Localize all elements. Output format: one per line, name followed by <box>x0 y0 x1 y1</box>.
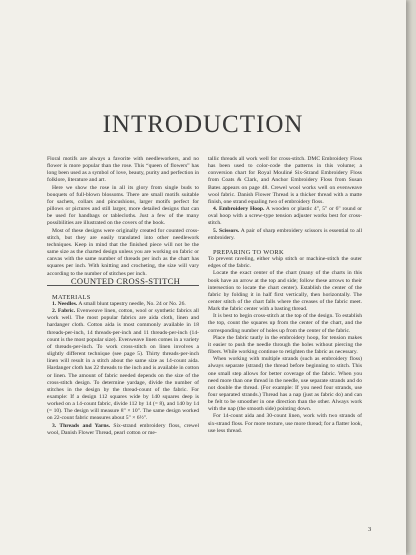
intro-paragraph: Here we show the rose in all its glory from single buds to bouquets of full-blown blossoms. There are small motifs suitable for sachets, collars and pincushions, larger motifs perfect for pillows or pictures and still larger, more detailed designs that can be used for handbags or tablecloths. Just a few of the many possibilities are illustrated on the covers of the book. <box>47 184 199 227</box>
preparing-paragraph: Place the fabric tautly in the embroidery hoop, for tension makes it easier to push the needle through the holes without piercing the fibers. While working continue to retighten the fabric as necessary. <box>208 334 362 356</box>
preparing-paragraph: It is best to begin cross-stitch at the top of the design. To establish the top, count the squares up from the center of the chart, and the corresponding number of holes up from the center of the fabric. <box>208 313 362 334</box>
threads-text: Six-strand embroidery floss, crewel wool, Danish Flower Thread, pearl cotton or me- <box>47 422 200 436</box>
threads-item <box>47 423 199 437</box>
threads-label: 3. Threads and Yarns. <box>52 422 111 429</box>
needles-text: A small blunt tapestry needle, No. 24 or No. 26. <box>77 300 186 307</box>
left-column <box>47 156 199 437</box>
preparing-paragraph: To prevent raveling, either whip stitch or machine-stitch the outer edges of the fabric. <box>208 256 362 270</box>
fabric-item <box>47 308 199 423</box>
scissors-label: 5. Scissors. <box>213 227 240 234</box>
page-number: 3 <box>368 526 372 533</box>
scissors-text: A pair of sharp embroidery scissors is essential to all embroidery. <box>208 227 362 241</box>
preparing-heading: PREPARING TO WORK <box>213 248 284 256</box>
intro-paragraph: Floral motifs are always a favorite with needleworkers, and no flower is more popular than the rose. This “queen of flowers” has long been used as a symbol of love, beauty, purity and perfection in folklore, literature and art. <box>47 156 199 184</box>
section-heading: COUNTED CROSS-STITCH <box>70 275 181 286</box>
preparing-paragraph: When working with multiple strands (such as embroidery floss) always separate (strand) the thread before beginning to stitch. This one small step allows for better coverage of the fabric. When you need more than one thread in the needle, use separate strands and do not double the thread. (For example: If you need four strands, use four separated strands.) Thread has a nap (just as fabric do) and can be felt to be smoother in one direction than the other. Always work with the nap (the smooth side) pointing down. <box>208 356 362 413</box>
page-title: INTRODUCTION <box>102 111 304 138</box>
continued-paragraph: tallic threads all work well for cross-stitch. DMC Embroidery Floss has been used to color-code the patterns in this volume; a conversion chart for Royal Mouliné Six-Strand Embroidery Floss from Coats & Clark, and Anchor Embroidery Floss from Susan Bates appears on page 48. Crewel wool works well on evenweave wool fabric. Danish Flower Thread is a thicker thread with a matte finish, one strand equaling two of embroidery floss. <box>208 156 362 205</box>
right-column <box>208 156 362 435</box>
scissors-item <box>208 228 362 242</box>
fabric-text: Evenweave linen, cotton, wool or synthetic fabrics all work well. The most popular fabrics are aida cloth, linen and hardanger cloth. Cotton aida is most commonly available in 18 threads-per-inch, 14 threads-per-inch and 11 threads-per-inch (14-count is the most popular size). Evenweave linen comes in a variety of threads-per-inch. To work cross-stitch on linen involves a slightly different technique (see page 5). Thirty threads-per-inch linen will result in a stitch about the same size as 14-count aida. Hardanger cloth has 22 threads to the inch and is available in cotton or linen. The amount of fabric needed depends on the size of the cross-stitch design. To determine yardage, divide the number of stitches in the design by the thread-count of the fabric. For example: If a design 112 squares wide by 140 squares deep is worked on a 14-count fabric, divide 112 by 14 (= 8), and 140 by 14 (= 10). The design will measure 8" × 10". The same design worked on 22-count fabric measures about 5" × 6½". <box>47 308 199 422</box>
hoop-label: 4. Embroidery Hoop. <box>213 206 265 213</box>
needles-label: 1. Needles. <box>52 300 78 307</box>
materials-heading: MATERIALS <box>52 293 91 301</box>
fabric-label: 2. Fabric. <box>52 308 76 315</box>
hoop-item <box>208 206 362 227</box>
preparing-paragraph: Locate the exact center of the chart (many of the charts in this book have an arrow at the top and side; follow these arrows to their intersection to locate the chart center). Establish the center of the fabric by folding it in half first vertically, then horizontally. The center stitch of the chart falls where the creases of the fabric meet. Mark the fabric center with a basting thread. <box>208 270 362 313</box>
hoop-text: A wooden or plastic 4", 5" or 6" round or oval hoop with a screw-type tension adjuster works best for cross-stitch. <box>208 206 362 227</box>
intro-paragraph: Most of these designs were originally created for counted cross-stitch, but they are easily translated into other needlework techniques. Keep in mind that the finished piece will not be the same size as the charted design unless you are working on fabric or canvas with the same number of threads per inch as the chart has squares per inch. With knitting and crocheting, the size will vary according to the number of stitches per inch. <box>47 227 199 277</box>
preparing-paragraph: For 14-count aida and 30-count linen, work with two strands of six-strand floss. For more texture, use more thread; for a flatter look, use less thread. <box>208 413 362 434</box>
